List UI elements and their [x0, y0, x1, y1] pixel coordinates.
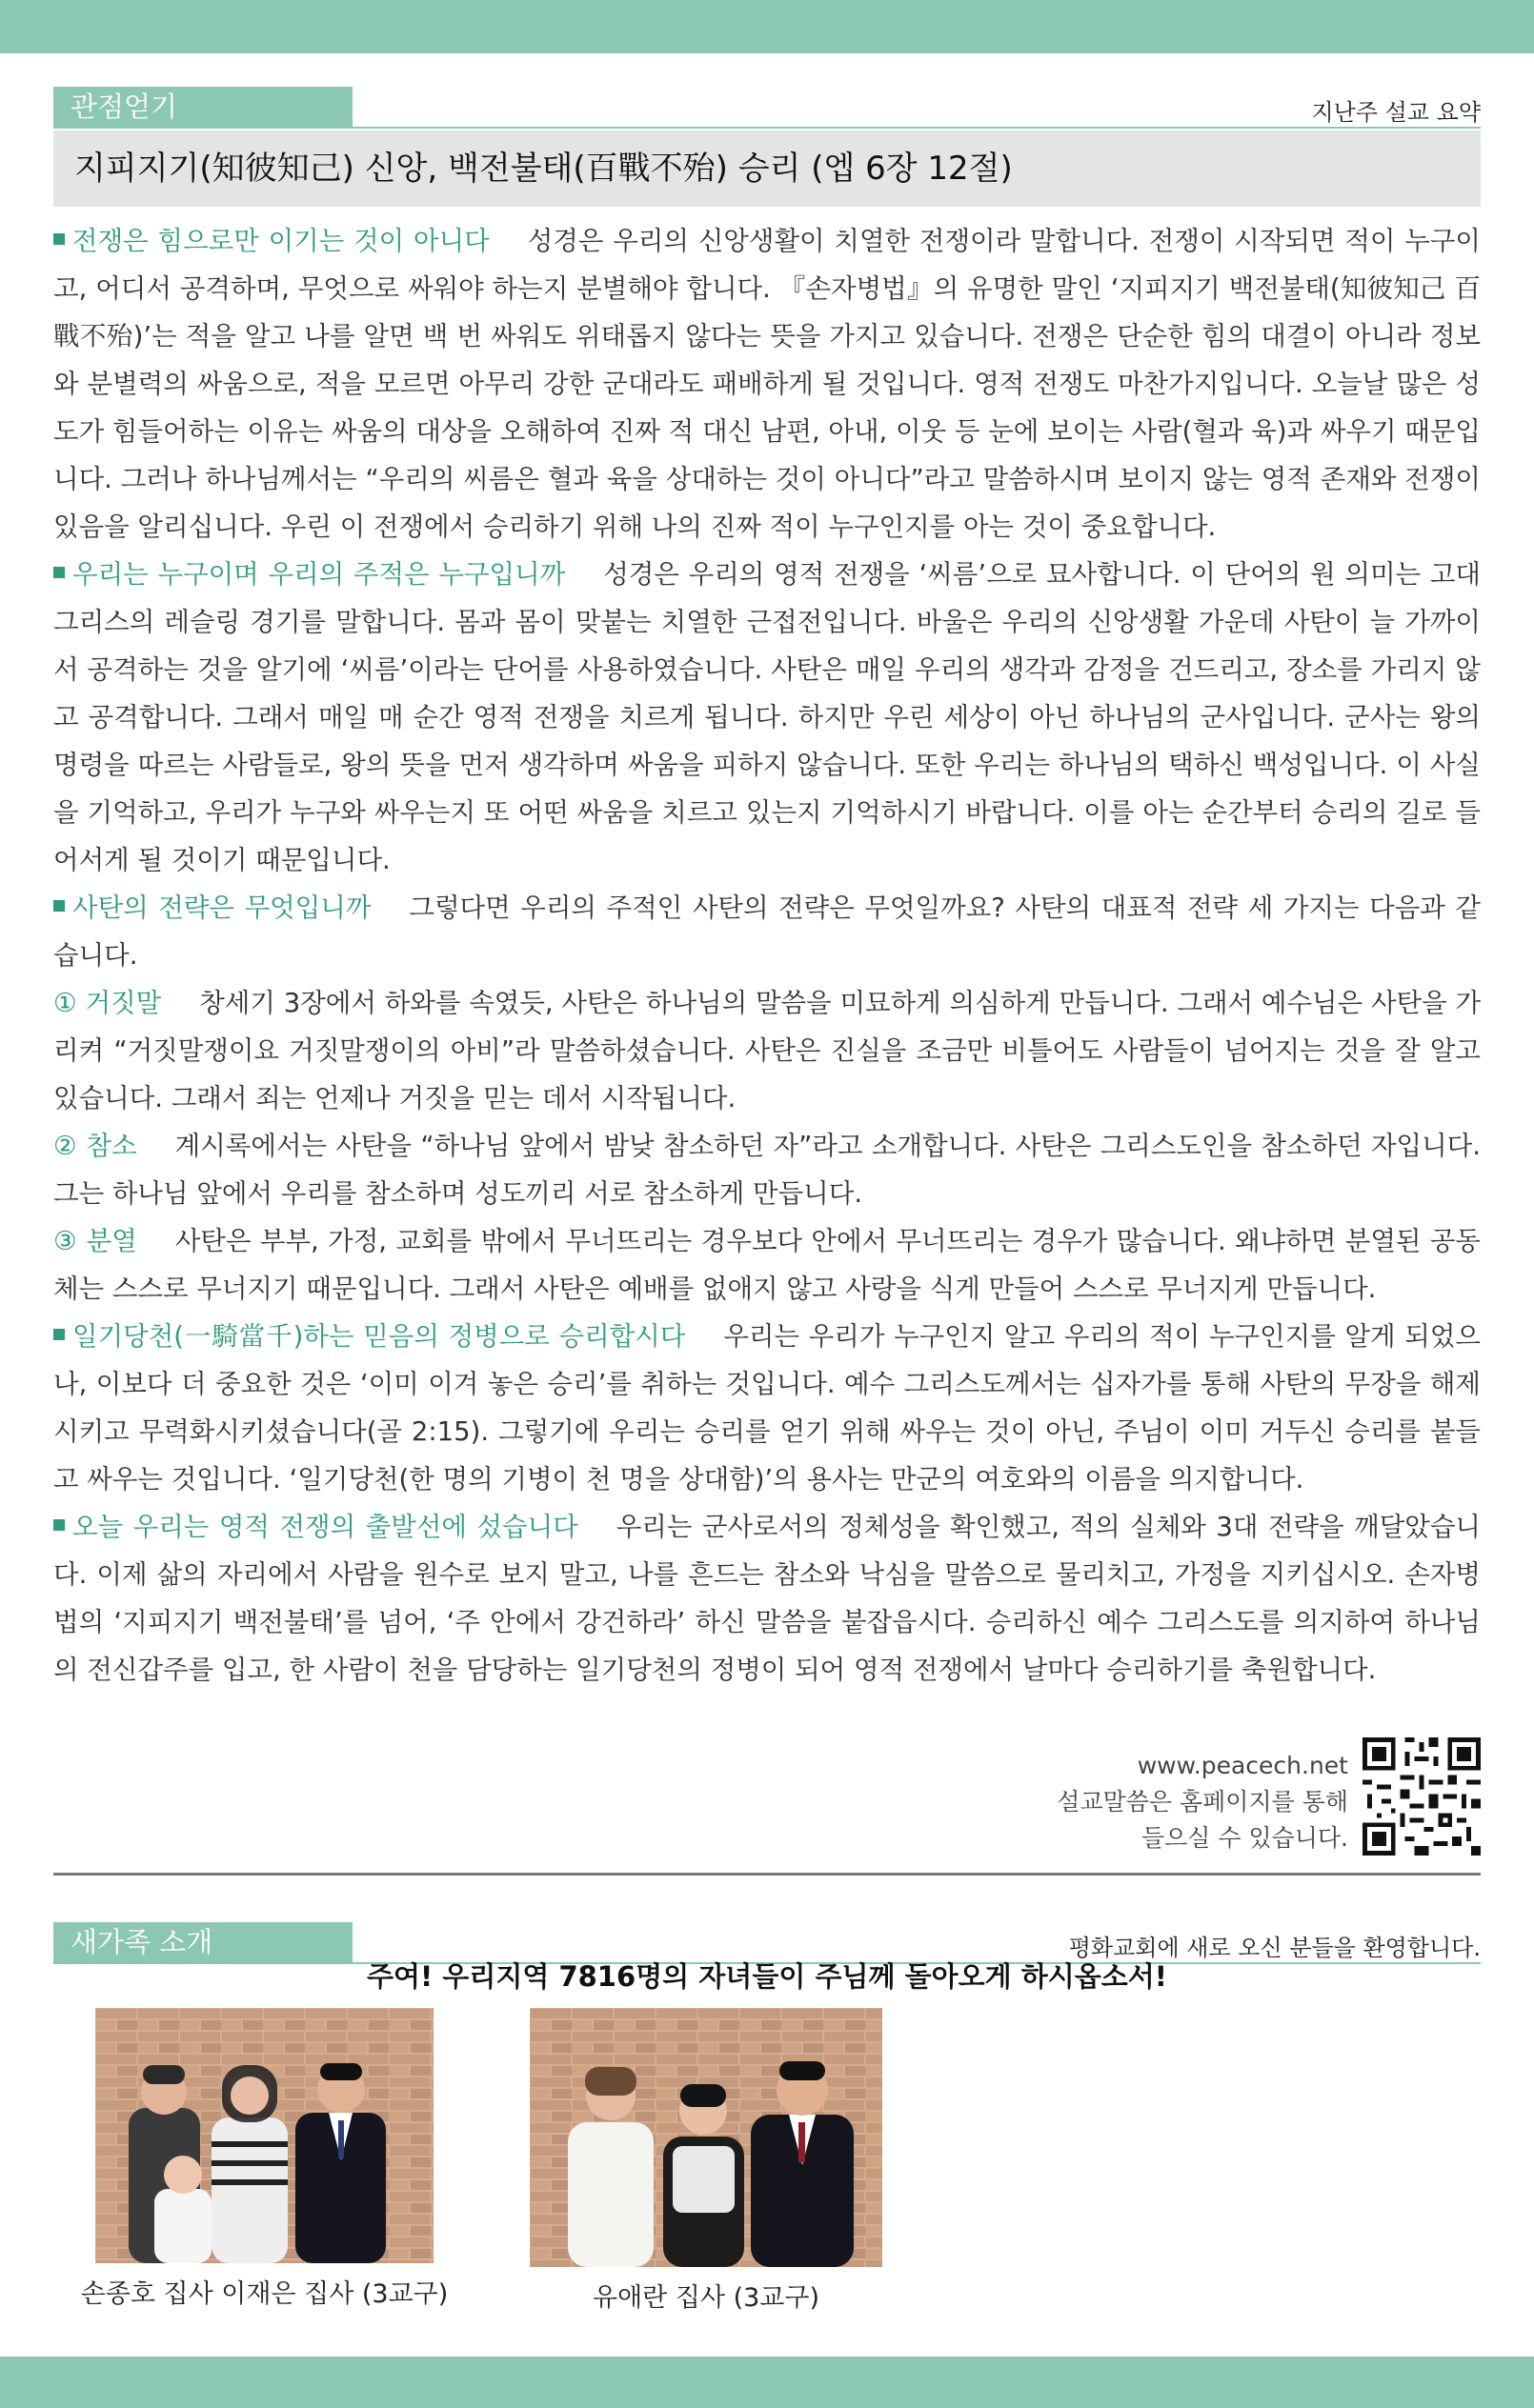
top-band: [0, 0, 1534, 53]
paragraph: [53, 217, 1481, 551]
prayer-banner: 주여! 우리지역 7816명의 자녀들이 주님께 돌아오게 하시옵소서!: [366, 1960, 1168, 1993]
paragraph: [53, 1313, 1481, 1503]
paragraph-heading: ② 참소: [53, 1131, 137, 1161]
paragraph-body: 성경은 우리의 영적 전쟁을 ‘씨름’으로 묘사합니다. 이 단어의 원 의미는 고대 그리스의 레슬링 경기를 말합니다. 몸과 몸이 맞붙는 치열한 근접전입니다. 바울은 우리의 신앙생활 가운데 사탄이 늘 가까이서 공격하는 것을 알기에 ‘씨름’이라는 단어를 사용하였습니다. 사탄은 매일 우리의 생각과 감정을 건드리고, 장소를 가리지 않고 공격합니다. 그래서 매일 매 순간 영적 전쟁을 치르게 됩니다. 하지만 우린 세상이 아닌 하나님의 군사입니다. 군사는 왕의 명령을 따르는 사람들로, 왕의 뜻을 먼저 생각하며 싸움을 피하지 않습니다. 또한 우리는 하나님의 택하신 백성입니다. 이 사실을 기억하고, 우리가 누구와 싸우는지 또 어떤 싸움을 치르고 있는지 기억하시기 바랍니다. 이를 아는 순간부터 승리의 길로 들어서게 될 것이기 때문입니다.: [53, 559, 1481, 875]
section-tab-perspective: 관점얻기: [53, 87, 353, 127]
paragraph-body: 그렇다면 우리의 주적인 사탄의 전략은 무엇일까요? 사탄의 대표적 전략 세 가지는 다음과 같습니다.: [53, 893, 1481, 971]
paragraph: [53, 1122, 1481, 1217]
website-url[interactable]: www.peacech.net: [1137, 1752, 1348, 1779]
website-note-line2: 들으실 수 있습니다.: [1140, 1824, 1348, 1852]
square-bullet-icon: [53, 900, 65, 912]
paragraph-heading: 전쟁은 힘으로만 이기는 것이 아니다: [72, 226, 490, 256]
square-bullet-icon: [53, 1329, 65, 1340]
paragraph-heading: 우리는 누구이며 우리의 주적은 누구입니까: [72, 559, 566, 590]
new-family-photo: [530, 2008, 882, 2267]
photo-caption: 손종호 집사 이재은 집사 (3교구): [80, 2279, 449, 2309]
square-bullet-icon: [53, 567, 65, 578]
paragraph: [53, 551, 1481, 884]
sermon-title: 지피지기(知彼知己) 신앙, 백전불태(百戰不殆) 승리 (엡 6장 12절): [53, 130, 1481, 207]
section-divider: [53, 127, 1481, 129]
paragraph-body: 우리는 군사로서의 정체성을 확인했고, 적의 실체와 3대 전략을 깨달았습니다. 이제 삶의 자리에서 사람을 원수로 보지 말고, 나를 흔드는 참소와 낙심을 말씀으로 물리치고, 가정을 지키십시오. 손자병법의 ‘지피지기 백전불태’를 넘어, ‘주 안에서 강건하라’ 하신 말씀을 붙잡읍시다. 승리하신 예수 그리스도를 의지하여 하나님의 전신갑주를 입고, 한 사람이 천을 담당하는 일기당천의 정병이 되어 영적 전쟁에서 날마다 승리하기를 축원합니다.: [53, 1512, 1481, 1685]
paragraph-heading: 일기당천(一騎當千)하는 믿음의 정병으로 승리합시다: [72, 1321, 686, 1352]
paragraph: [53, 884, 1481, 979]
paragraph-body: 성경은 우리의 신앙생활이 치열한 전쟁이라 말합니다. 전쟁이 시작되면 적이 누구이고, 어디서 공격하며, 무엇으로 싸워야 하는지 분별해야 합니다. 『손자병법』의 유명한 말인 ‘지피지기 백전불태(知彼知己 百戰不殆)’는 적을 알고 나를 알면 백 번 싸워도 위태롭지 않다는 뜻을 가지고 있습니다. 전쟁은 단순한 힘의 대결이 아니라 정보와 분별력의 싸움으로, 적을 모르면 아무리 강한 군대라도 패배하게 될 것입니다. 영적 전쟁도 마찬가지입니다. 오늘날 많은 성도가 힘들어하는 이유는 싸움의 대상을 오해하여 진짜 적 대신 남편, 아내, 이웃 등 눈에 보이는 사람(혈과 육)과 싸우기 때문입니다. 그러나 하나님께서는 “우리의 씨름은 혈과 육을 상대하는 것이 아니다”라고 말씀하시며 보이지 않는 영적 존재와 전쟁이 있음을 알리십니다. 우린 이 전쟁에서 승리하기 위해 나의 진짜 적이 누구인지를 아는 것이 중요합니다.: [53, 226, 1481, 542]
paragraph-body: 계시록에서는 사탄을 “하나님 앞에서 밤낮 참소하던 자”라고 소개합니다. 사탄은 그리스도인을 참소하던 자입니다. 그는 하나님 앞에서 우리를 참소하며 성도끼리 서로 참소하게 만듭니다.: [53, 1131, 1481, 1209]
photo-caption: 유애란 집사 (3교구): [593, 2283, 819, 2313]
website-info: [1057, 1748, 1348, 1856]
square-bullet-icon: [53, 1519, 65, 1531]
section-subtitle: 평화교회에 새로 오신 분들을 환영합니다.: [1068, 1935, 1481, 1961]
paragraph: [53, 1217, 1481, 1313]
paragraph-heading: ③ 분열: [53, 1226, 137, 1256]
new-family-photo: [95, 2008, 434, 2263]
section-subtitle: 지난주 설교 요약: [1311, 99, 1481, 126]
paragraph-heading: 오늘 우리는 영적 전쟁의 출발선에 섰습니다: [72, 1512, 578, 1542]
paragraph-heading: 사탄의 전략은 무엇입니까: [72, 893, 372, 923]
sermon-summary: [53, 217, 1481, 1694]
section-divider: [53, 1873, 1481, 1876]
section-tab-new-family: 새가족 소개: [53, 1922, 353, 1962]
paragraph-body: 사탄은 부부, 가정, 교회를 밖에서 무너뜨리는 경우보다 안에서 무너뜨리는 경우가 많습니다. 왜냐하면 분열된 공동체는 스스로 무너지기 때문입니다. 그래서 사탄은 예배를 없애지 않고 사랑을 식게 만들어 스스로 무너지게 만듭니다.: [53, 1226, 1481, 1304]
paragraph-heading: ① 거짓말: [53, 988, 162, 1018]
paragraph: [53, 979, 1481, 1122]
paragraph: [53, 1503, 1481, 1694]
paragraph-body: 창세기 3장에서 하와를 속였듯, 사탄은 하나님의 말씀을 미묘하게 의심하게 만듭니다. 그래서 예수님은 사탄을 가리켜 “거짓말쟁이요 거짓말쟁이의 아비”라 말씀하셨습니다. 사탄은 진실을 조금만 비틀어도 사람들이 넘어지는 것을 잘 알고 있습니다. 그래서 죄는 언제나 거짓을 믿는 데서 시작됩니다.: [53, 988, 1482, 1114]
square-bullet-icon: [53, 233, 65, 245]
bottom-band: [0, 2357, 1534, 2408]
qr-code-icon[interactable]: [1362, 1737, 1481, 1856]
paragraph-body: 우리는 우리가 누구인지 알고 우리의 적이 누구인지를 알게 되었으나, 이보다 더 중요한 것은 ‘이미 이겨 놓은 승리’를 취하는 것입니다. 예수 그리스도께서는 십자가를 통해 사탄의 무장을 해제시키고 무력화시키셨습니다(골 2:15). 그렇기에 우리는 승리를 얻기 위해 싸우는 것이 아닌, 주님이 이미 거두신 승리를 붙들고 싸우는 것입니다. ‘일기당천(한 명의 기병이 천 명을 상대함)’의 용사는 만군의 여호와의 이름을 의지합니다.: [53, 1321, 1481, 1495]
website-note-line1: 설교말씀은 홈페이지를 통해: [1057, 1788, 1348, 1816]
